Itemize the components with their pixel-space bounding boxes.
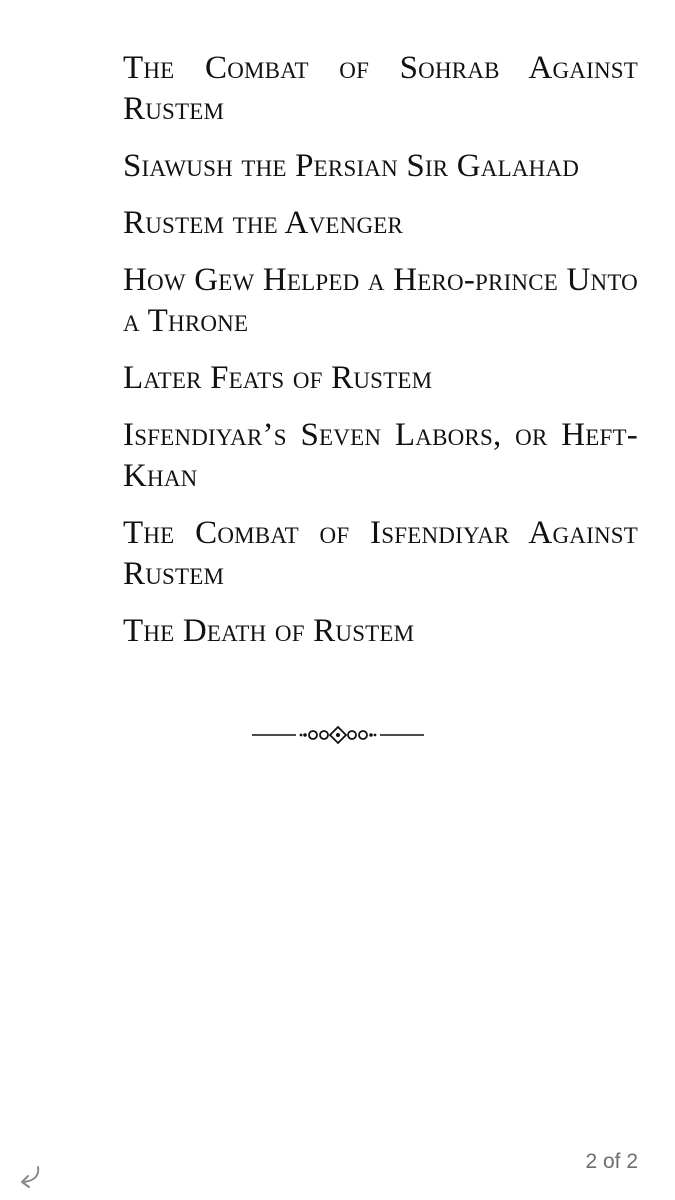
return-arrow-icon[interactable] — [14, 1164, 44, 1190]
toc-entry-death-of-rustem[interactable]: The Death of Rustem — [123, 613, 415, 649]
toc-entry-sohrab-against-rustem[interactable]: The Combat of Sohrab Against Rustem — [123, 50, 638, 127]
toc-entry-isfendiyar-against-rustem[interactable]: The Combat of Isfendiyar Against Rustem — [123, 515, 638, 592]
toc-entry-later-feats[interactable]: Later Feats of Rustem — [123, 360, 433, 396]
page-indicator: 2 of 2 — [585, 1150, 638, 1173]
toc-entry-seven-labors[interactable]: Isfendiyar’s Seven Labors, or Heft-Khan — [123, 417, 638, 494]
toc-entry-siawush[interactable]: Siawush the Persian Sir Galahad — [123, 148, 580, 184]
table-of-contents — [123, 48, 638, 668]
toc-entry-gew-hero-prince[interactable]: How Gew Helped a Hero-prince Unto a Throne — [123, 262, 638, 339]
toc-entry-rustem-avenger[interactable]: Rustem the Avenger — [123, 205, 404, 241]
fleuron-divider-icon — [252, 724, 424, 746]
